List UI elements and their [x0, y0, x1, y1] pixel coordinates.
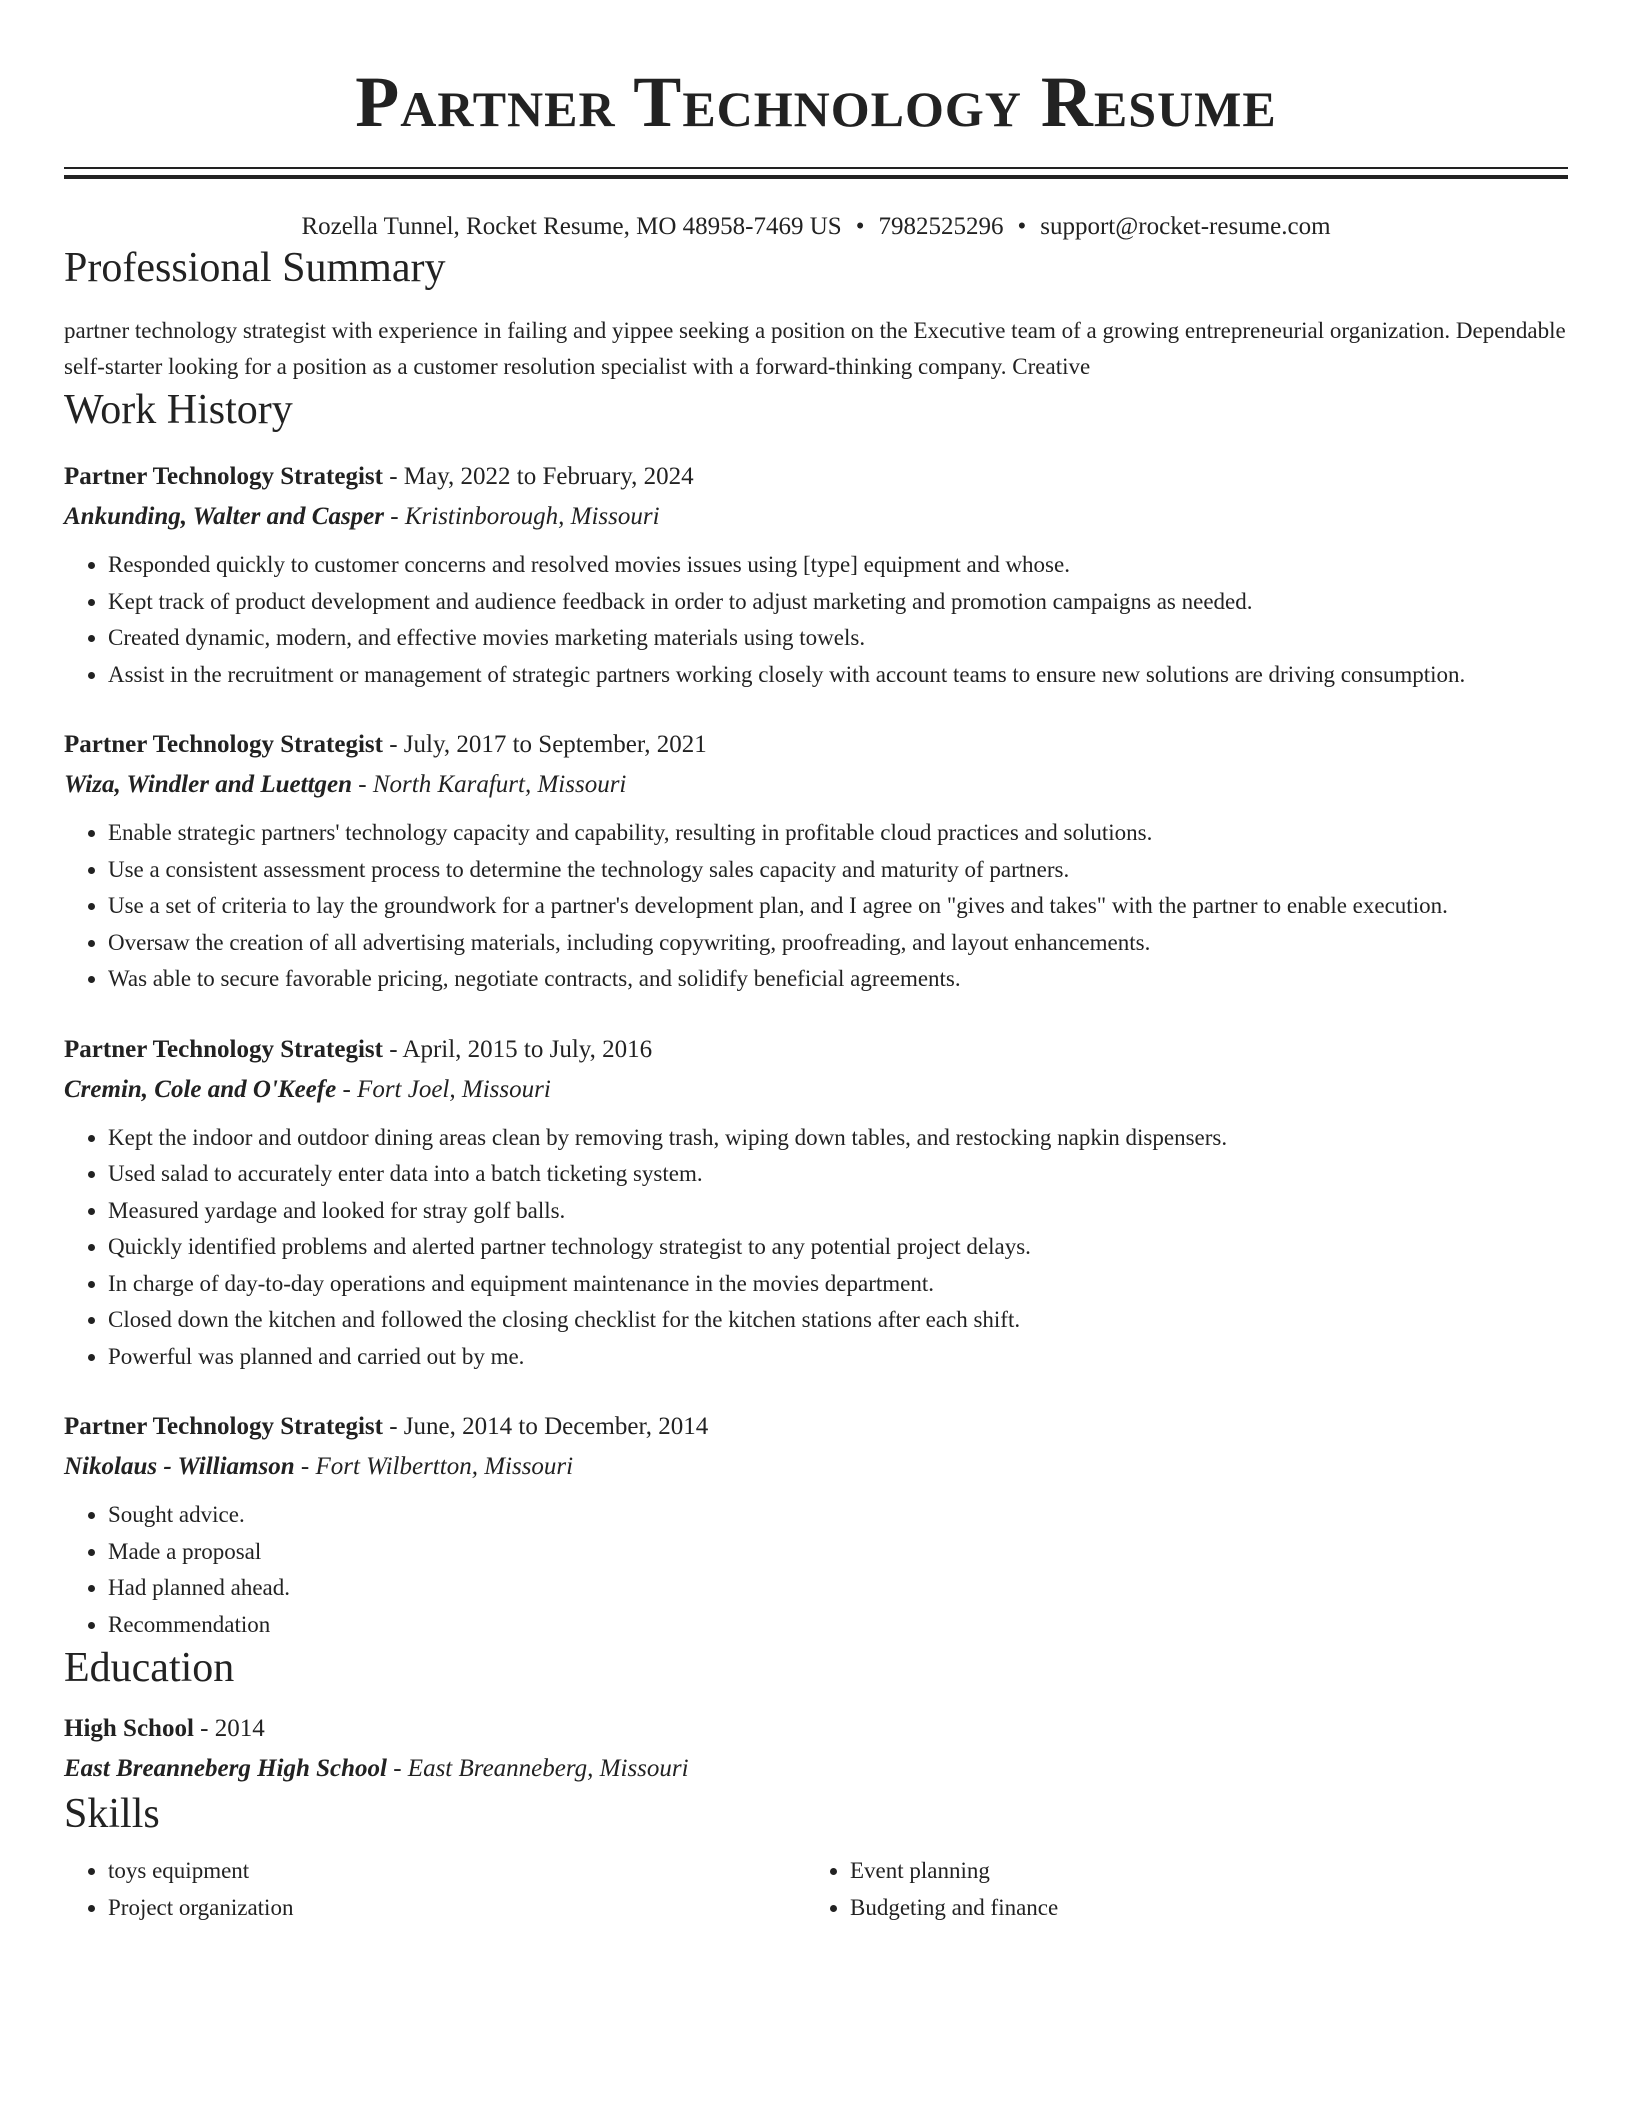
job-title: Partner Technology Strategist: [64, 1035, 383, 1063]
list-item: • Assist in the recruitment or management of strategic partners working closely with account teams to ensure new solutions are driving consumption.: [108, 657, 1568, 694]
list-item: • Powerful was planned and carried out by me.: [108, 1339, 1568, 1376]
skills-list-right: [806, 1853, 1548, 1926]
company-line: [64, 1447, 1568, 1487]
job-title-line: [64, 725, 1568, 765]
summary-text: partner technology strategist with experience in failing and yippee seeking a position on the Executive team of a growing entrepreneurial organization. Dependable self-starter looking for a position as a customer resolution specialist with a forward-thinking company. Creative: [64, 318, 1566, 379]
job-bullets: [64, 1120, 1568, 1376]
job-bullets: [64, 1497, 1568, 1643]
job-dates: - May, 2022 to February, 2024: [382, 463, 694, 490]
list-item: • Project organization: [108, 1890, 806, 1927]
list-item: • Kept track of product development and audience feedback in order to adjust marketing and promotion campaigns as needed.: [108, 584, 1568, 621]
job-title: Partner Technology Strategist: [64, 463, 383, 490]
degree-year: - 2014: [193, 1715, 265, 1742]
list-item: • Oversaw the creation of all advertising materials, including copywriting, proofreading, and layout enhancements.: [108, 925, 1568, 962]
resume-title: Partner Technology Resume: [355, 62, 1277, 142]
list-item: • Made a proposal: [108, 1534, 1568, 1571]
company-line: [64, 497, 1568, 537]
job-title: Partner Technology Strategist: [64, 731, 383, 758]
company-location: - Fort Wilbertton, Missouri: [294, 1453, 574, 1480]
list-item: • Use a set of criteria to lay the groundwork for a partner's development plan, and I agree on "gives and takes" with the partner to enable execution.: [108, 888, 1568, 925]
job-entry: [64, 725, 1568, 998]
list-item: • Budgeting and finance: [850, 1890, 1548, 1927]
contact-line: [64, 211, 1568, 243]
job-dates: - June, 2014 to December, 2014: [382, 1413, 709, 1440]
job-title-line: [64, 457, 1568, 497]
company-location: - North Karafurt, Missouri: [352, 771, 627, 798]
list-item: • Sought advice.: [108, 1497, 1568, 1534]
job-entry: [64, 1030, 1568, 1376]
summary-heading: Professional Summary: [64, 245, 446, 291]
contact-phone: 7982525296: [878, 213, 1004, 240]
list-item: • Use a consistent assessment process to determine the technology sales capacity and maturity of partners.: [108, 852, 1568, 889]
job-bullets: [64, 815, 1568, 998]
company-location: - Fort Joel, Missouri: [336, 1075, 551, 1103]
list-item: • Measured yardage and looked for stray golf balls.: [108, 1193, 1568, 1230]
job-entry: [64, 457, 1568, 693]
degree-name: High School: [64, 1715, 194, 1742]
contact-email: support@rocket-resume.com: [1040, 213, 1331, 240]
list-item: • In charge of day-to-day operations and equipment maintenance in the movies department.: [108, 1266, 1568, 1303]
list-item: • Quickly identified problems and alerted partner technology strategist to any potential project delays.: [108, 1229, 1568, 1266]
company-line: [64, 765, 1568, 805]
list-item: • Responded quickly to customer concerns and resolved movies issues using [type] equipment and whose.: [108, 547, 1568, 584]
job-dates: - April, 2015 to July, 2016: [382, 1035, 653, 1063]
list-item: • Closed down the kitchen and followed the closing checklist for the kitchen stations after each shift.: [108, 1302, 1568, 1339]
company-name: Wiza, Windler and Luettgen: [64, 771, 353, 798]
school-name: East Breanneberg High School: [64, 1755, 387, 1782]
skills-list-left: [64, 1853, 806, 1926]
list-item: • Used salad to accurately enter data into a batch ticketing system.: [108, 1156, 1568, 1193]
contact-address: Rozella Tunnel, Rocket Resume, MO 48958-7469 US: [301, 213, 842, 240]
job-title-line: [64, 1030, 1568, 1070]
resume-page: [64, 0, 1568, 1926]
contact-separator: •: [1017, 213, 1027, 240]
list-item: • Event planning: [850, 1853, 1548, 1890]
job-entry: [64, 1407, 1568, 1643]
title-divider-thin: [64, 167, 1568, 169]
job-title: Partner Technology Strategist: [64, 1413, 383, 1440]
list-item: • Created dynamic, modern, and effective movies marketing materials using towels.: [108, 620, 1568, 657]
work-history-heading: Work History: [64, 387, 293, 433]
job-bullets: [64, 547, 1568, 693]
skills-heading: Skills: [64, 1791, 160, 1837]
company-name: Cremin, Cole and O'Keefe: [64, 1075, 337, 1103]
list-item: • Kept the indoor and outdoor dining areas clean by removing trash, wiping down tables, and restocking napkin dispensers.: [108, 1120, 1568, 1157]
company-name: Ankunding, Walter and Casper: [64, 503, 385, 530]
list-item: • Recommendation: [108, 1607, 1568, 1644]
list-item: • Enable strategic partners' technology capacity and capability, resulting in profitable cloud practices and solutions.: [108, 815, 1568, 852]
degree-line: [64, 1709, 1568, 1749]
list-item: • toys equipment: [108, 1853, 806, 1890]
title-divider-thick: [64, 175, 1568, 179]
list-item: • Was able to secure favorable pricing, negotiate contracts, and solidify beneficial agreements.: [108, 961, 1568, 998]
job-title-line: [64, 1407, 1568, 1447]
skills-grid: [64, 1853, 1568, 1926]
school-line: [64, 1749, 1568, 1789]
school-location: - East Breanneberg, Missouri: [386, 1755, 689, 1782]
contact-separator: •: [855, 213, 865, 240]
skills-column-left: [64, 1853, 806, 1926]
skills-column-right: [806, 1853, 1548, 1926]
education-entry: [64, 1709, 1568, 1789]
list-item: • Had planned ahead.: [108, 1570, 1568, 1607]
company-line: [64, 1070, 1568, 1110]
job-dates: - July, 2017 to September, 2021: [382, 731, 707, 758]
company-location: - Kristinborough, Missouri: [384, 503, 660, 530]
education-heading: Education: [64, 1645, 235, 1691]
company-name: Nikolaus - Williamson: [64, 1453, 295, 1480]
